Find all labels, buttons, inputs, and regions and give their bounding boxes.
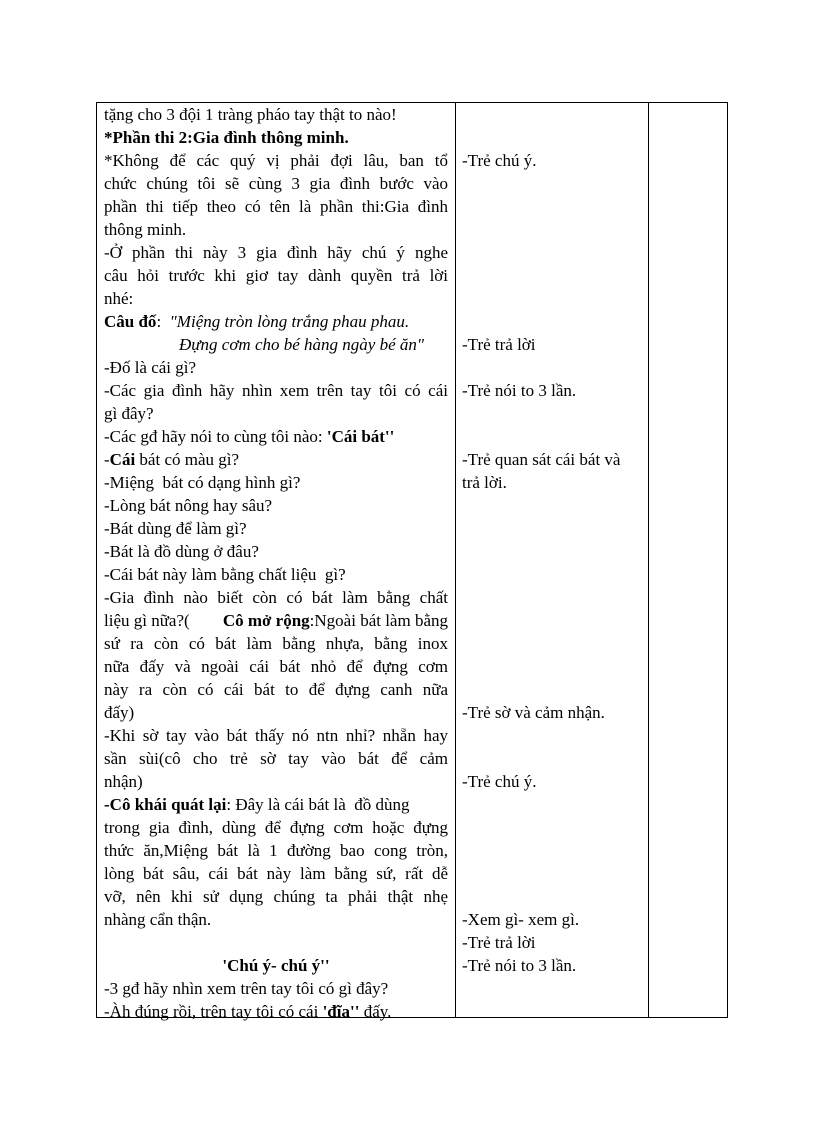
- column-divider-1: [455, 103, 456, 1017]
- child-activity-item: -Trẻ trả lời: [462, 335, 536, 354]
- text-line: -Gia đình nào biết còn có bát làm bằng chất: [104, 588, 448, 607]
- riddle-label: Câu đố: [104, 312, 157, 331]
- child-activity-item: -Trẻ nói to 3 lần.: [462, 381, 577, 400]
- text-span: -Các gđ hãy nói to cùng tôi nào:: [104, 427, 327, 446]
- text-line: -Bát dùng để làm gì?: [104, 519, 247, 538]
- riddle-line-2: Đựng cơm cho bé hàng ngày bé ăn": [179, 335, 425, 354]
- text-line: -Lòng bát nông hay sâu?: [104, 496, 273, 515]
- bold-span: Cô mở rộng: [222, 611, 310, 630]
- text-line: gì đây?: [104, 404, 154, 423]
- text-line: nhận): [104, 772, 143, 791]
- text-line: nhàng cẩn thận.: [104, 910, 212, 929]
- child-activity-item: -Trẻ quan sát cái bát và: [462, 450, 621, 469]
- text-line: -Cái bát này làm bằng chất liệu gì?: [104, 565, 346, 584]
- text-span: -: [104, 450, 110, 469]
- text-line: tặng cho 3 đội 1 tràng pháo tay thật to nào!: [104, 105, 397, 124]
- bold-span: -Cô khái quát lại: [104, 795, 227, 814]
- text-line: -Đố là cái gì?: [104, 358, 197, 377]
- riddle-line: [104, 310, 448, 333]
- text-line: sần sùi(cô cho trẻ sờ tay vào bát để cảm: [104, 749, 448, 768]
- lesson-table: [96, 102, 728, 1021]
- bold-span: 'đĩa'': [322, 1002, 360, 1021]
- column-divider-2: [648, 103, 649, 1017]
- text-line: [104, 793, 448, 816]
- text-line: trong gia đình, dùng để đựng cơm hoặc đựng: [104, 818, 448, 837]
- text-span: bát có màu gì?: [135, 450, 240, 469]
- riddle-sep: :: [156, 312, 170, 331]
- bold-span: Cái: [109, 450, 136, 469]
- text-line: [104, 425, 448, 448]
- child-activity-item: -Trẻ nói to 3 lần.: [462, 956, 577, 975]
- child-activity-item: -Trẻ chú ý.: [462, 151, 537, 170]
- text-line: -Khi sờ tay vào bát thấy nó ntn nhỉ? nhẵn hay: [104, 726, 448, 745]
- text-span: : Đây là cái bát là đồ dùng: [226, 795, 410, 814]
- text-line: nhé:: [104, 289, 134, 308]
- child-activity-item: -Trẻ chú ý.: [462, 772, 537, 791]
- bold-span: 'Cái bát'': [326, 427, 395, 446]
- section-heading: 'Chú ý- chú ý'': [222, 956, 330, 975]
- text-span: -Àh đúng rồi, trên tay tôi có cái: [104, 1002, 323, 1021]
- text-line: thức ăn,Miệng bát là 1 đường bao cong tròn,: [104, 841, 448, 860]
- text-line: thông minh.: [104, 220, 187, 239]
- text-line: *Không để các quý vị phải đợi lâu, ban tổ: [104, 151, 448, 170]
- child-activity-item: -Trẻ sờ và cảm nhận.: [462, 703, 605, 722]
- text-line: câu hỏi trước khi giơ tay dành quyền trả lời: [104, 266, 448, 285]
- text-line: -Miệng bát có dạng hình gì?: [104, 473, 301, 492]
- text-line: -Ở phần thi này 3 gia đình hãy chú ý nghe: [104, 243, 448, 262]
- child-activity-item: -Xem gì- xem gì.: [462, 910, 580, 929]
- text-line: sứ ra còn có bát làm bằng nhựa, bằng inox: [104, 634, 448, 653]
- text-line: đấy): [104, 703, 135, 722]
- text-line: -3 gđ hãy nhìn xem trên tay tôi có gì đây?: [104, 979, 389, 998]
- text-span: đấy.: [359, 1002, 392, 1021]
- text-line: lòng bát sâu, cái bát này làm bằng sứ, rất dễ: [104, 864, 448, 883]
- text-line: chức chúng tôi sẽ cùng 3 gia đình bước vào: [104, 174, 448, 193]
- riddle-text: "Miệng tròn lòng trắng phau phau.: [169, 312, 410, 331]
- text-line: [104, 609, 448, 632]
- text-line: phần thi tiếp theo có tên là phần thi:Gia đình: [104, 197, 448, 216]
- text-line: -Các gia đình hãy nhìn xem trên tay tôi có cái: [104, 381, 448, 400]
- child-activity-item: trả lời.: [462, 473, 507, 492]
- text-span-group: [223, 609, 448, 632]
- spacer: [104, 931, 448, 954]
- teacher-activity-column: [104, 103, 448, 1023]
- text-span: :Ngoài bát làm bằng: [309, 611, 448, 630]
- text-span: liệu gì nữa?(: [104, 611, 190, 630]
- section-heading: *Phần thi 2:Gia đình thông minh.: [104, 128, 349, 147]
- text-line: [104, 448, 448, 471]
- child-activity-item: -Trẻ trả lời: [462, 933, 536, 952]
- text-line: này ra còn có cái bát to để đựng canh nữa: [104, 680, 448, 699]
- text-line: nữa đấy và ngoài cái bát nhỏ để đựng cơm: [104, 657, 448, 676]
- text-line: -Bát là đồ dùng ở đâu?: [104, 542, 259, 561]
- text-line: vỡ, nên khi sử dụng chúng ta phải thật nhẹ: [104, 887, 448, 906]
- text-line: [104, 1000, 448, 1023]
